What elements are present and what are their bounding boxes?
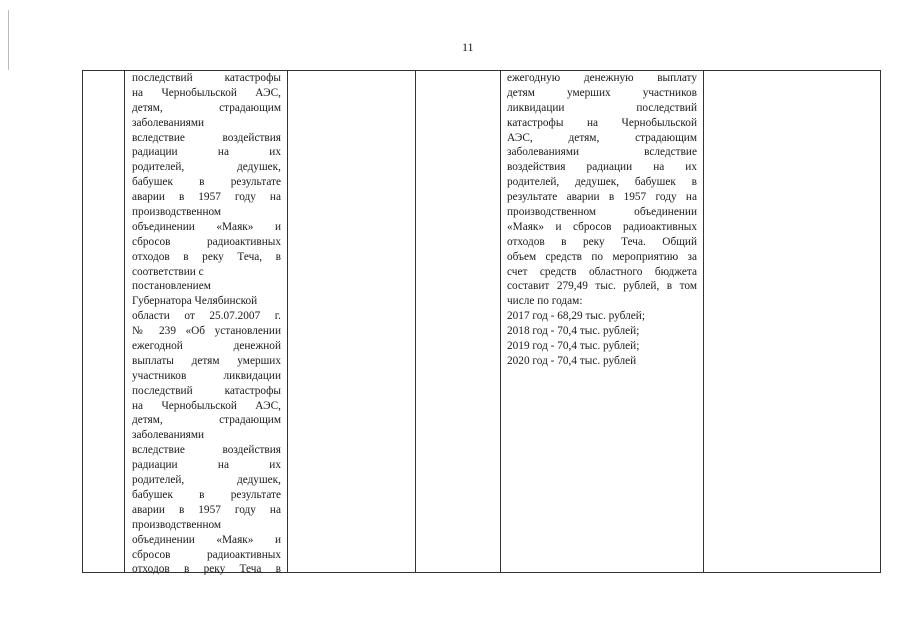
text-line: ликвидации последствий bbox=[507, 101, 697, 114]
text-line: объем средств по мероприятию за bbox=[507, 250, 697, 263]
text-line: сбросов радиоактивных bbox=[132, 235, 281, 248]
text-line: выплаты детям умерших bbox=[132, 354, 281, 367]
column-divider-1 bbox=[124, 71, 125, 572]
text-line: заболеваниями bbox=[132, 116, 205, 129]
column-divider-3 bbox=[415, 71, 416, 572]
text-line: составит 279,49 тыс. рублей, в том bbox=[507, 280, 697, 293]
text-line: «Маяк» и сбросов радиоактивных bbox=[507, 220, 697, 233]
text-line: участников ликвидации bbox=[132, 369, 281, 382]
text-line: вследствие воздействия bbox=[132, 131, 281, 144]
text-line: катастрофы на Чернобыльской bbox=[507, 116, 697, 129]
text-line: заболеваниями вследствие bbox=[507, 146, 697, 159]
text-line: производственном объединении bbox=[507, 206, 697, 219]
text-line: последствий катастрофы bbox=[132, 384, 281, 397]
text-line: постановлением bbox=[132, 280, 211, 293]
text-line: бабушек в результате bbox=[132, 488, 281, 501]
text-line: на Чернобыльской АЭС, bbox=[132, 86, 281, 99]
table-cell-program-description bbox=[132, 71, 281, 577]
text-line: заболеваниями bbox=[132, 429, 205, 442]
text-line: родителей, дедушек, bbox=[132, 474, 281, 487]
text-line: аварии в 1957 году на bbox=[132, 191, 281, 204]
table-cell-funding-description bbox=[507, 71, 697, 369]
text-line: соответствии с bbox=[132, 265, 204, 278]
text-line: последствий катастрофы bbox=[132, 72, 281, 84]
text-line: АЭС, детям, страдающим bbox=[507, 131, 697, 144]
text-line: 2018 год - 70,4 тыс. рублей; bbox=[507, 325, 640, 338]
text-line: результате аварии в 1957 году на bbox=[507, 191, 697, 204]
column-divider-4 bbox=[500, 71, 501, 572]
text-line: аварии в 1957 году на bbox=[132, 503, 281, 516]
text-line: Губернатора Челябинской bbox=[132, 295, 258, 308]
text-line: вследствие воздействия bbox=[132, 444, 281, 457]
text-line: области от 25.07.2007 г. bbox=[132, 310, 281, 323]
text-line: отходов в реку Теча, в bbox=[132, 250, 281, 263]
text-line: производственном bbox=[132, 518, 222, 531]
text-line: отходов в реку Теча в bbox=[132, 563, 281, 576]
page-number: 11 bbox=[462, 40, 474, 54]
text-line: числе по годам: bbox=[507, 295, 583, 308]
text-line: детям, страдающим bbox=[132, 101, 281, 114]
text-line: 2019 год - 70,4 тыс. рублей; bbox=[507, 340, 640, 353]
text-line: детям, страдающим bbox=[132, 414, 281, 427]
text-line: на Чернобыльской АЭС, bbox=[132, 399, 281, 412]
column-divider-2 bbox=[287, 71, 288, 572]
text-line: отходов в реку Теча. Общий bbox=[507, 235, 697, 248]
column-divider-5 bbox=[703, 71, 704, 572]
text-line: ежегодную денежную выплату bbox=[507, 72, 697, 84]
text-line: счет средств областного бюджета bbox=[507, 265, 697, 278]
left-margin-line bbox=[8, 10, 9, 70]
text-line: 2020 год - 70,4 тыс. рублей bbox=[507, 354, 637, 367]
text-line: радиации на их bbox=[132, 146, 281, 159]
text-line: ежегодной денежной bbox=[132, 340, 281, 353]
text-line: 2017 год - 68,29 тыс. рублей; bbox=[507, 310, 645, 323]
document-table bbox=[82, 70, 881, 576]
text-line: родителей, дедушек, bbox=[132, 161, 281, 174]
text-line: детям умерших участников bbox=[507, 86, 697, 99]
text-line: сбросов радиоактивных bbox=[132, 548, 281, 561]
text-line: объединении «Маяк» и bbox=[132, 533, 281, 546]
text-line: радиации на их bbox=[132, 459, 281, 472]
text-line: производственном bbox=[132, 206, 222, 219]
text-line: родителей, дедушек, бабушек в bbox=[507, 176, 697, 189]
text-line: № 239 «Об установлении bbox=[132, 325, 281, 338]
text-line: бабушек в результате bbox=[132, 176, 281, 189]
text-line: воздействия радиации на их bbox=[507, 161, 697, 174]
text-line: объединении «Маяк» и bbox=[132, 220, 281, 233]
